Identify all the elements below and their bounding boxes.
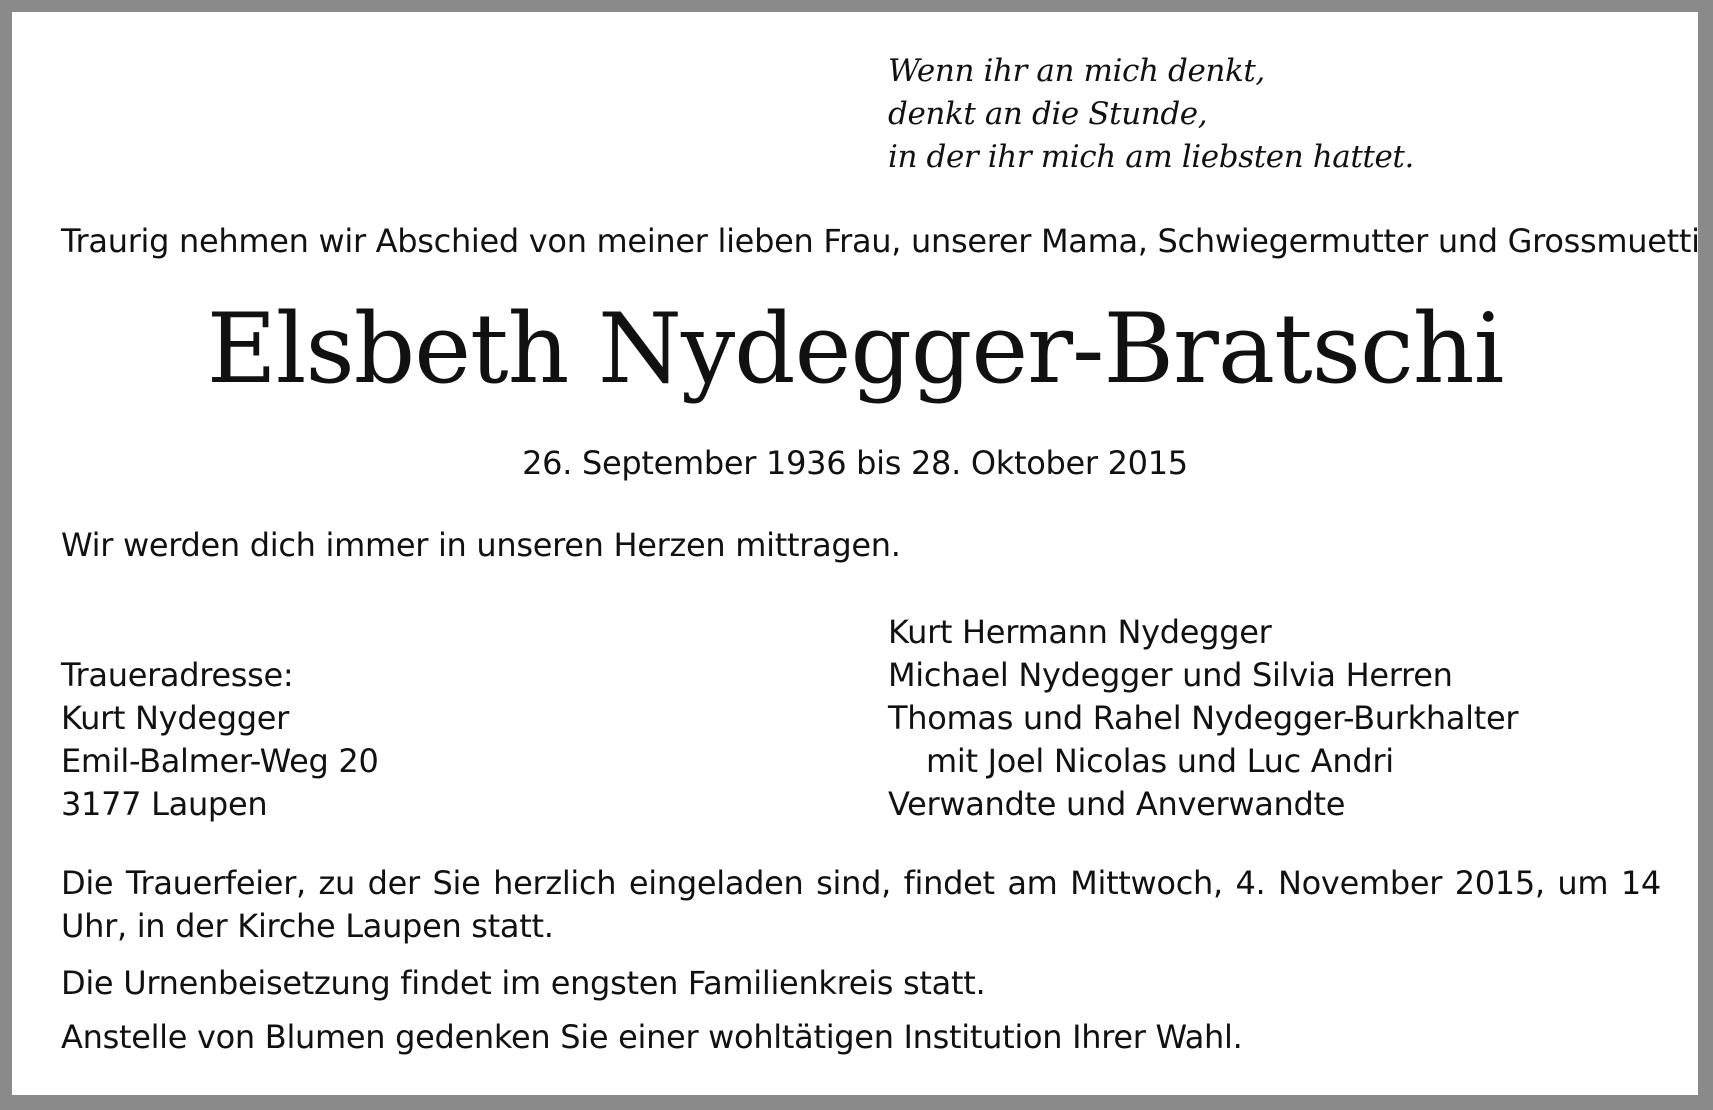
quote-line: in der ihr mich am liebsten hattet.	[888, 139, 1414, 175]
address-line: 3177 Laupen	[61, 785, 268, 823]
mourner-line: Kurt Hermann Nydegger	[888, 613, 1272, 651]
flowers-note: Anstelle von Blumen gedenken Sie einer wohltätigen Institution Ihrer Wahl.	[61, 1018, 1243, 1056]
obituary-notice	[12, 12, 1698, 1095]
urn-burial-text: Die Urnenbeisetzung findet im engsten Familienkreis statt.	[61, 964, 986, 1002]
address-heading: Traueradresse:	[61, 656, 294, 694]
intro-text: Traurig nehmen wir Abschied von meiner lieben Frau, unserer Mama, Schwiegermutter und Grossmuetti	[61, 222, 1700, 260]
mourner-line: mit Joel Nicolas und Luc Andri	[926, 742, 1394, 780]
mourners-list	[888, 611, 1518, 826]
address-line: Kurt Nydegger	[61, 699, 289, 737]
quote-line: Wenn ihr an mich denkt,	[888, 53, 1265, 89]
mourning-address	[61, 654, 379, 826]
remembrance-text: Wir werden dich immer in unseren Herzen mittragen.	[61, 526, 901, 564]
quote-line: denkt an die Stunde,	[888, 96, 1208, 132]
mourner-line: Michael Nydegger und Silvia Herren	[888, 656, 1453, 694]
deceased-name: Elsbeth Nydegger-Bratschi	[206, 293, 1504, 405]
ceremony-text: Die Trauerfeier, zu der Sie herzlich eingeladen sind, findet am Mittwoch, 4. November 2015, um 14 Uhr, in der Kirche Laupen statt.	[61, 864, 1661, 945]
life-dates: 26. September 1936 bis 28. Oktober 2015	[522, 444, 1188, 482]
address-line: Emil-Balmer-Weg 20	[61, 742, 379, 780]
mourner-line: Thomas und Rahel Nydegger-Burkhalter	[888, 699, 1519, 737]
memorial-quote	[888, 50, 1414, 179]
mourner-line: Verwandte und Anverwandte	[888, 785, 1346, 823]
